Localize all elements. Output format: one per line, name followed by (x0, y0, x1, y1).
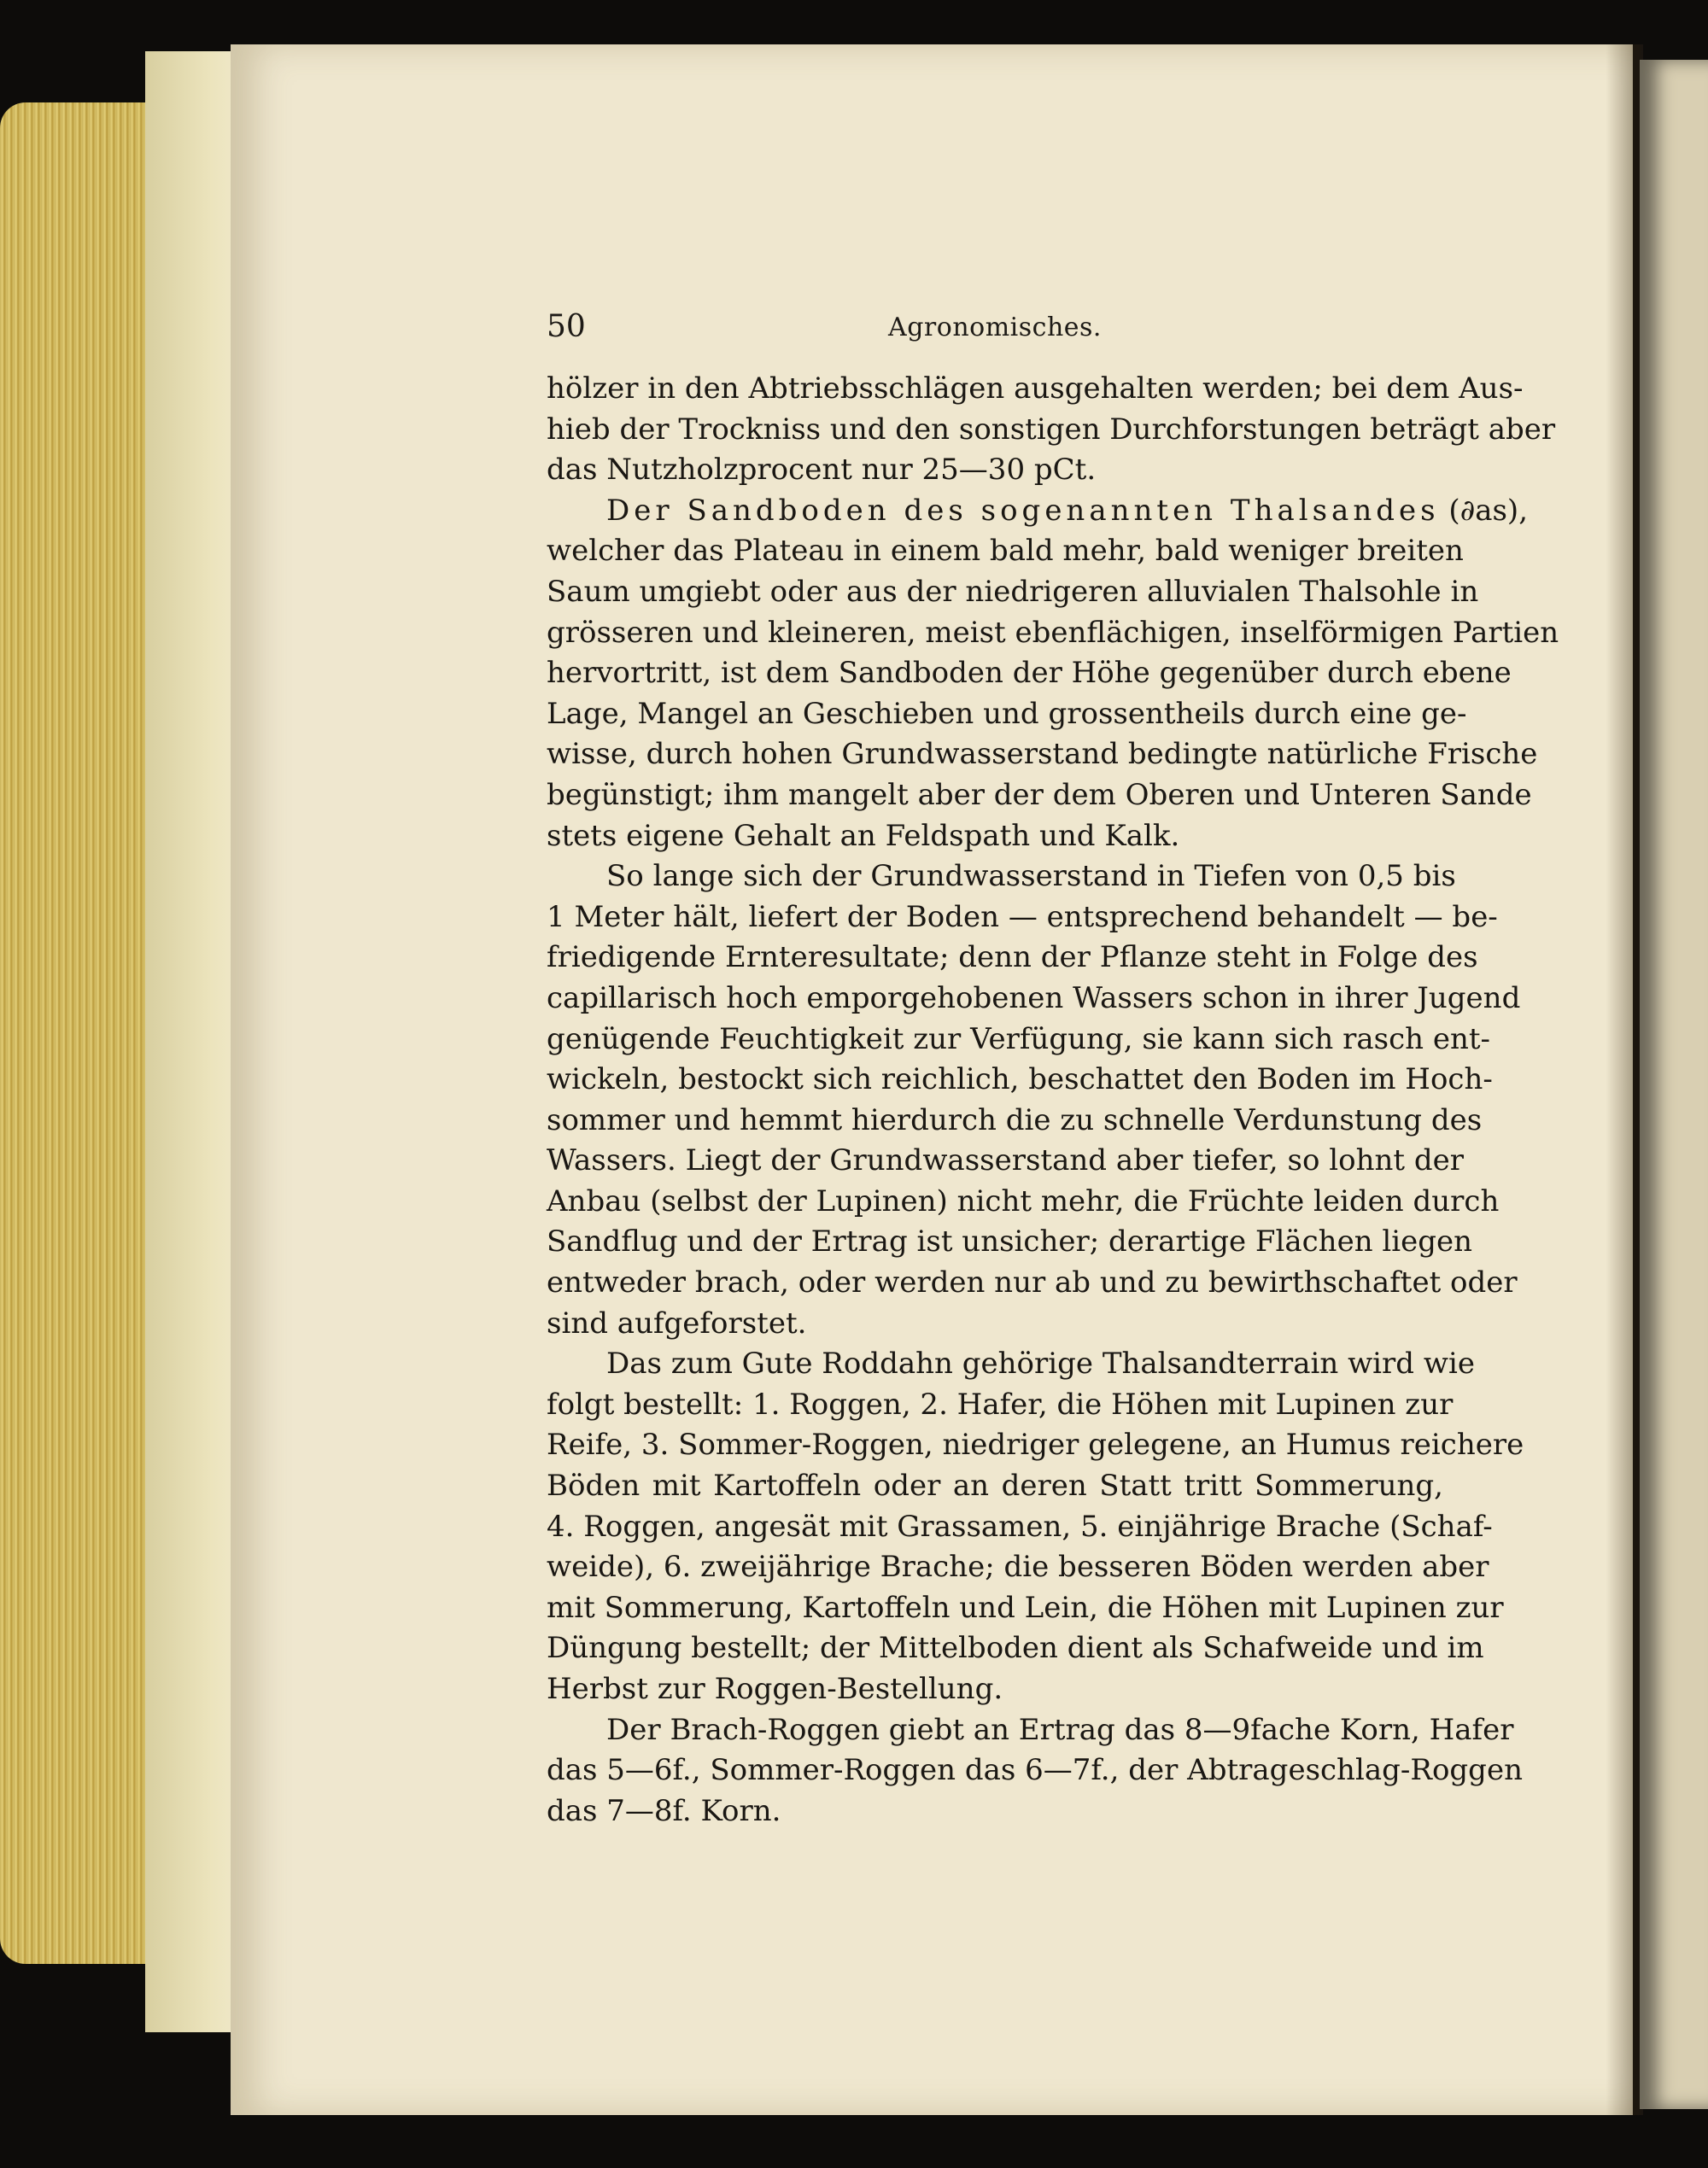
body-text (547, 369, 1559, 1832)
facing-page-edge (1640, 60, 1708, 2109)
paragraph (547, 1344, 1524, 1709)
text-line: hervortritt, ist dem Sandboden der Höhe gegenüber durch ebene (547, 656, 1512, 691)
text-line: das 5—6f., Sommer-Roggen das 6—7f., der Abtrageschlag-Roggen (547, 1753, 1523, 1788)
text-line: wickeln, bestockt sich reichlich, beschattet den Boden im Hoch- (547, 1062, 1493, 1097)
text-line: 4. Roggen, angesät mit Grassamen, 5. einjährige Brache (Schaf- (547, 1509, 1493, 1544)
text-line: Düngung bestellt; der Mittelboden dient als Schafweide und im (547, 1631, 1484, 1666)
text-line: sind aufgeforstet. (547, 1306, 807, 1341)
text-line: Wassers. Liegt der Grundwasserstand aber tiefer, so lohnt der (547, 1143, 1465, 1178)
paragraph (547, 369, 1556, 491)
text-line: hieb der Trockniss und den sonstigen Durchforstungen beträgt aber (547, 412, 1556, 447)
text-line: das 7—8f. Korn. (547, 1793, 781, 1828)
text-line: 1 Meter hält, liefert der Boden — entsprechend behandelt — be- (547, 899, 1498, 934)
text-line: folgt bestellt: 1. Roggen, 2. Hafer, die Höhen mit Lupinen zur (547, 1387, 1454, 1422)
text-line: Lage, Mangel an Geschieben und grossentheils durch eine ge- (547, 696, 1467, 731)
text-line: Böden mit Kartoffeln oder an deren Statt tritt Sommerung, (547, 1469, 1443, 1504)
text-line: friedigende Ernteresultate; denn der Pflanze steht in Folge des (547, 940, 1478, 975)
spaced-term: Der Sandboden des sogenannten Thalsandes (606, 493, 1440, 528)
text-line: Saum umgiebt oder aus der niedrigeren alluvialen Thalsohle in (547, 574, 1479, 609)
text-line: stets eigene Gehalt an Feldspath und Kalk. (547, 818, 1180, 853)
text-line: mit Sommerung, Kartoffeln und Lein, die Höhen mit Lupinen zur (547, 1590, 1504, 1625)
text-line: sommer und hemmt hierdurch die zu schnelle Verdunstung des (547, 1102, 1483, 1137)
text-line: das Nutzholzprocent nur 25—30 pCt. (547, 453, 1097, 488)
text-line: weide), 6. zweijährige Brache; die besseren Böden werden aber (547, 1550, 1489, 1585)
page-number: 50 (547, 309, 586, 344)
text-line: Reife, 3. Sommer-Roggen, niedriger gelegene, an Humus reichere (547, 1428, 1524, 1463)
text-line: So lange sich der Grundwasserstand in Tiefen von 0,5 bis (606, 859, 1456, 894)
text-line: capillarisch hoch emporgehobenen Wassers schon in ihrer Jugend (547, 980, 1521, 1015)
text-line: Das zum Gute Roddahn gehörige Thalsandterrain wird wie (606, 1347, 1475, 1382)
book-gutter (1606, 44, 1643, 2115)
text-line: entweder brach, oder werden nur ab und zu bewirthschaftet oder (547, 1265, 1518, 1300)
text-line: wisse, durch hohen Grundwasserstand bedingte natürliche Frische (547, 737, 1538, 772)
text-line: welcher das Plateau in einem bald mehr, bald weniger breiten (547, 534, 1464, 569)
paragraph (547, 1710, 1523, 1832)
text-line: grösseren und kleineren, meist ebenflächigen, inselförmigen Partien (547, 615, 1559, 650)
text-line: hölzer in den Abtriebsschlägen ausgehalten werden; bei dem Aus- (547, 371, 1524, 406)
text-line: Herbst zur Roggen-Bestellung. (547, 1672, 1003, 1706)
paragraph (547, 856, 1521, 1344)
text-line (547, 491, 1529, 532)
page-header (547, 309, 1443, 352)
text-line: Anbau (selbst der Lupinen) nicht mehr, die Früchte leiden durch (547, 1183, 1500, 1218)
running-title: Agronomisches. (888, 313, 1102, 342)
text-line: begünstigt; ihm mangelt aber der dem Oberen und Unteren Sande (547, 777, 1532, 812)
paragraph (547, 491, 1559, 856)
text-line: genügende Feuchtigkeit zur Verfügung, sie kann sich rasch ent- (547, 1021, 1490, 1056)
text-line: Sandflug und der Ertrag ist unsicher; derartige Flächen liegen (547, 1224, 1473, 1259)
text-line: Der Brach-Roggen giebt an Ertrag das 8—9fache Korn, Hafer (606, 1712, 1514, 1747)
formula-symbol: (∂as), (1439, 493, 1529, 528)
